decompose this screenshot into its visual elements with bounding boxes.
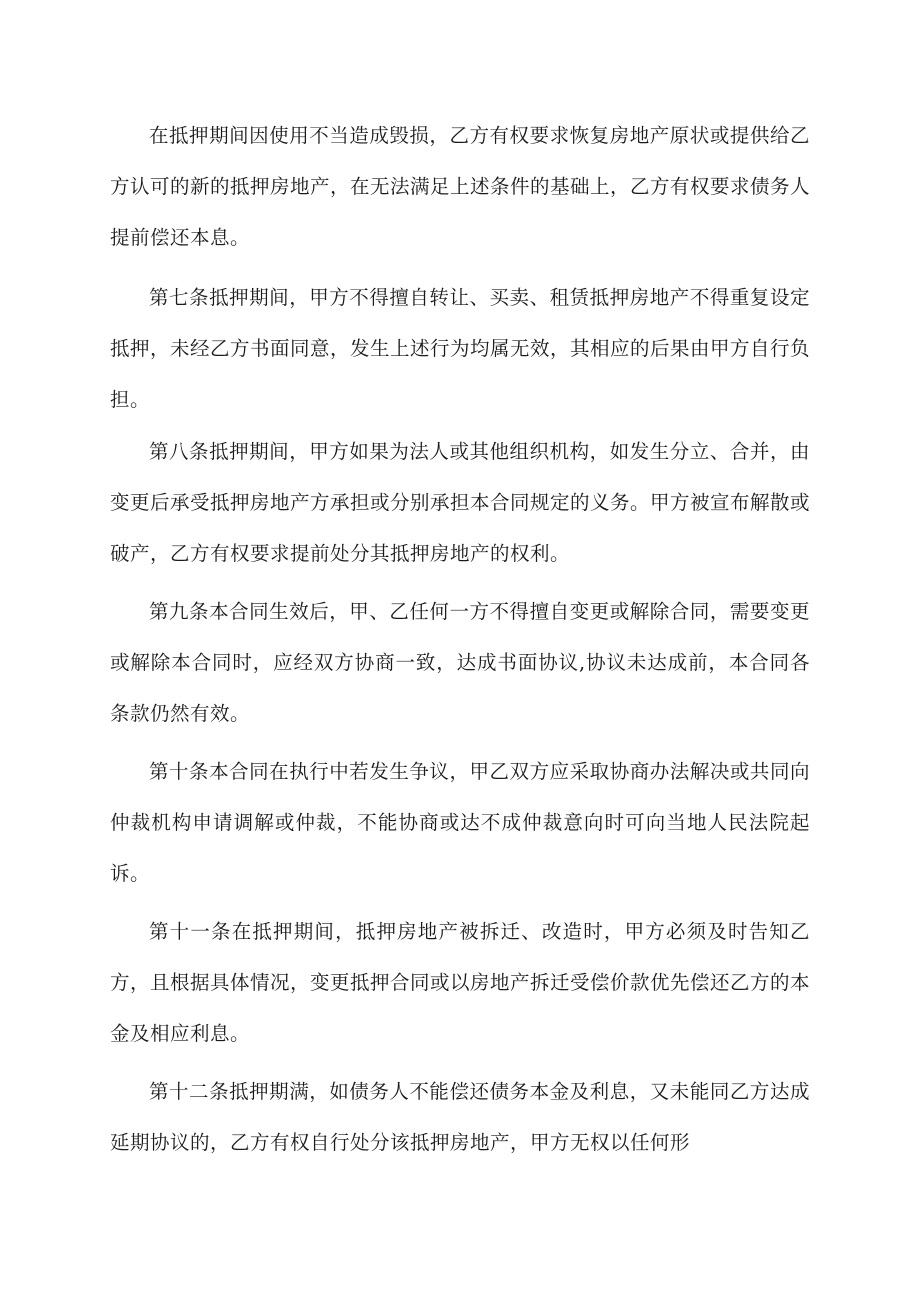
paragraph-article-7: 第七条抵押期间，甲方不得擅自转让、买卖、租赁抵押房地产不得重复设定抵押，未经乙方书面同意，发生上述行为均属无效，其相应的后果由甲方自行负担。 xyxy=(110,286,811,411)
paragraph-article-9: 第九条本合同生效后，甲、乙任何一方不得擅自变更或解除合同，需要变更或解除本合同时，应经双方协商一致，达成书面协议,协议未达成前，本合同各条款仍然有效。 xyxy=(110,600,810,725)
paragraph-article-10: 第十条本合同在执行中若发生争议，甲乙双方应采取协商办法解决或共同向仲裁机构申请调解或仲裁，不能协商或达不成仲裁意向时可向当地人民法院起诉。 xyxy=(110,760,810,885)
paragraph-damage-clause: 在抵押期间因使用不当造成毁损，乙方有权要求恢复房地产原状或提供给乙方认可的新的抵押房地产，在无法满足上述条件的基础上，乙方有权要求债务人提前偿还本息。 xyxy=(110,124,811,249)
paragraph-article-8: 第八条抵押期间，甲方如果为法人或其他组织机构，如发生分立、合并，由变更后承受抵押房地产方承担或分别承担本合同规定的义务。甲方被宣布解散或破产，乙方有权要求提前处分其抵押房地产的权利。 xyxy=(110,440,811,565)
paragraph-article-12: 第十二条抵押期满，如债务人不能偿还债务本金及利息，又未能同乙方达成延期协议的，乙方有权自行处分该抵押房地产，甲方无权以任何形 xyxy=(110,1080,810,1154)
paragraph-article-11: 第十一条在抵押期间，抵押房地产被拆迁、改造时，甲方必须及时告知乙方，且根据具体情况，变更抵押合同或以房地产拆迁受偿价款优先偿还乙方的本金及相应利息。 xyxy=(110,920,811,1045)
